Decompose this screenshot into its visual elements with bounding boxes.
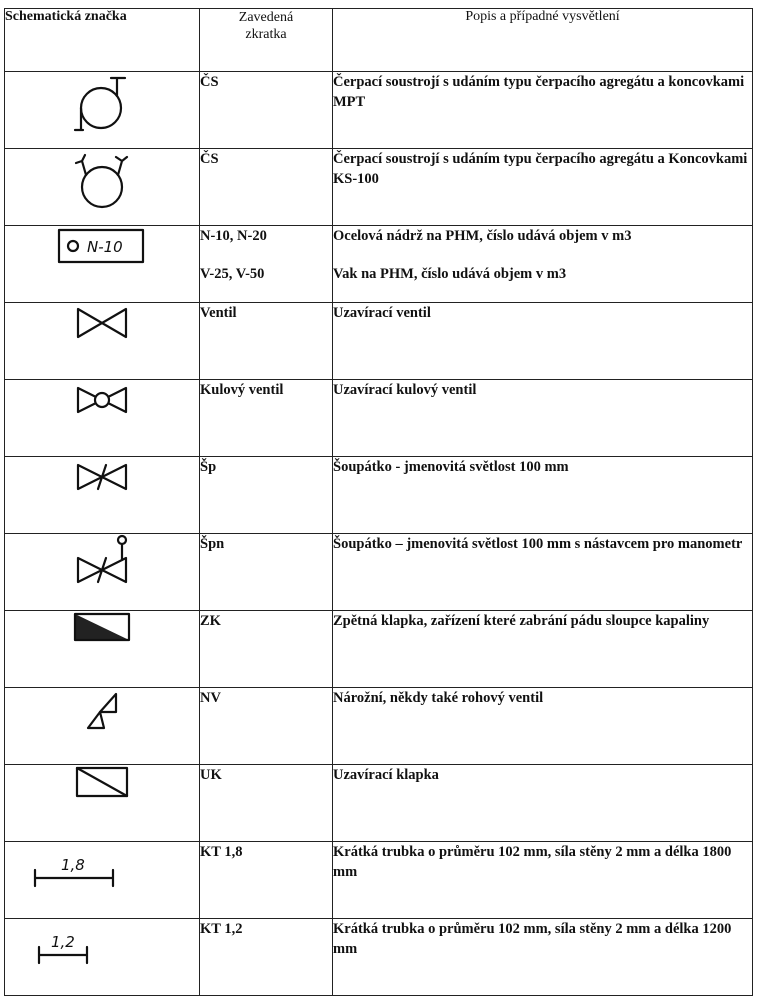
table-row xyxy=(5,688,753,765)
table-row xyxy=(5,149,753,226)
angle-valve-icon xyxy=(80,688,124,732)
abbreviation-cell: NV xyxy=(200,688,333,765)
abbreviation-cell: Šp xyxy=(200,457,333,534)
table-row xyxy=(5,72,753,149)
description-cell: Šoupátko - jmenovitá světlost 100 mm xyxy=(333,457,753,534)
header-row xyxy=(5,9,753,72)
description-cell: Nárožní, někdy také rohový ventil xyxy=(333,688,753,765)
table-row xyxy=(5,842,753,919)
table-row xyxy=(5,611,753,688)
description-cell: Čerpací soustrojí s udáním typu čerpacího agregátu a Koncovkami KS-100 xyxy=(333,149,753,226)
description-cell: Krátká trubka o průměru 102 mm, síla stěny 2 mm a délka 1800 mm xyxy=(333,842,753,919)
abbreviation-cell: ČS xyxy=(200,72,333,149)
description-cell: Uzavírací klapka xyxy=(333,765,753,842)
description-cell: Uzavírací ventil xyxy=(333,303,753,380)
check-valve-icon xyxy=(72,611,132,643)
description-cell: Čerpací soustrojí s udáním typu čerpacího agregátu a koncovkami MPT xyxy=(333,72,753,149)
table-row xyxy=(5,765,753,842)
abbreviation-cell: KT 1,2 xyxy=(200,919,333,996)
valve-icon xyxy=(72,303,132,343)
pipe-length-label: 1,2 xyxy=(51,933,75,951)
table-row xyxy=(5,457,753,534)
shutoff-flap-icon xyxy=(74,765,130,799)
ball-valve-icon xyxy=(72,380,132,420)
pipe-length-label: 1,8 xyxy=(61,856,85,874)
abbreviation-cell-secondary: V-25, V-50 xyxy=(200,266,265,282)
gate-valve-manometer-icon xyxy=(72,534,132,590)
abbreviation-cell: ZK xyxy=(200,611,333,688)
table-row xyxy=(5,303,753,380)
table-row xyxy=(5,380,753,457)
description-cell: Zpětná klapka, zařízení které zabrání pádu sloupce kapaliny xyxy=(333,611,753,688)
header-symbol: Schematická značka xyxy=(5,9,200,72)
abbreviation-cell: Špn xyxy=(200,534,333,611)
symbol-legend-table xyxy=(4,8,753,996)
description-cell: Šoupátko – jmenovitá světlost 100 mm s nástavcem pro manometr xyxy=(333,534,753,611)
abbreviation-cell: N-10, N-20 xyxy=(200,228,267,244)
abbreviation-cell: UK xyxy=(200,765,333,842)
header-abbreviation-line2: zkratka xyxy=(245,27,287,42)
header-description: Popis a případné vysvětlení xyxy=(333,9,753,72)
table-row xyxy=(5,534,753,611)
description-cell: Uzavírací kulový ventil xyxy=(333,380,753,457)
header-abbreviation xyxy=(200,9,333,72)
header-abbreviation-line1: Zavedená xyxy=(238,10,294,25)
tank-label: N-10 xyxy=(87,238,123,256)
abbreviation-cell: Ventil xyxy=(200,303,333,380)
fuel-tank-icon xyxy=(57,226,147,266)
pump-unit-ks100-icon xyxy=(67,149,137,213)
short-pipe-icon xyxy=(31,854,121,894)
pump-unit-mpt-icon xyxy=(67,72,137,136)
table-row xyxy=(5,226,753,303)
description-cell: Ocelová nádrž na PHM, číslo udává objem v m3 xyxy=(333,228,632,244)
description-cell: Krátká trubka o průměru 102 mm, síla stěny 2 mm a délka 1200 mm xyxy=(333,919,753,996)
gate-valve-icon xyxy=(72,457,132,497)
abbreviation-cell: Kulový ventil xyxy=(200,380,333,457)
short-pipe-icon xyxy=(35,931,105,971)
abbreviation-cell: ČS xyxy=(200,149,333,226)
abbreviation-cell: KT 1,8 xyxy=(200,842,333,919)
description-cell-secondary: Vak na PHM, číslo udává objem v m3 xyxy=(333,266,567,282)
table-row xyxy=(5,919,753,996)
